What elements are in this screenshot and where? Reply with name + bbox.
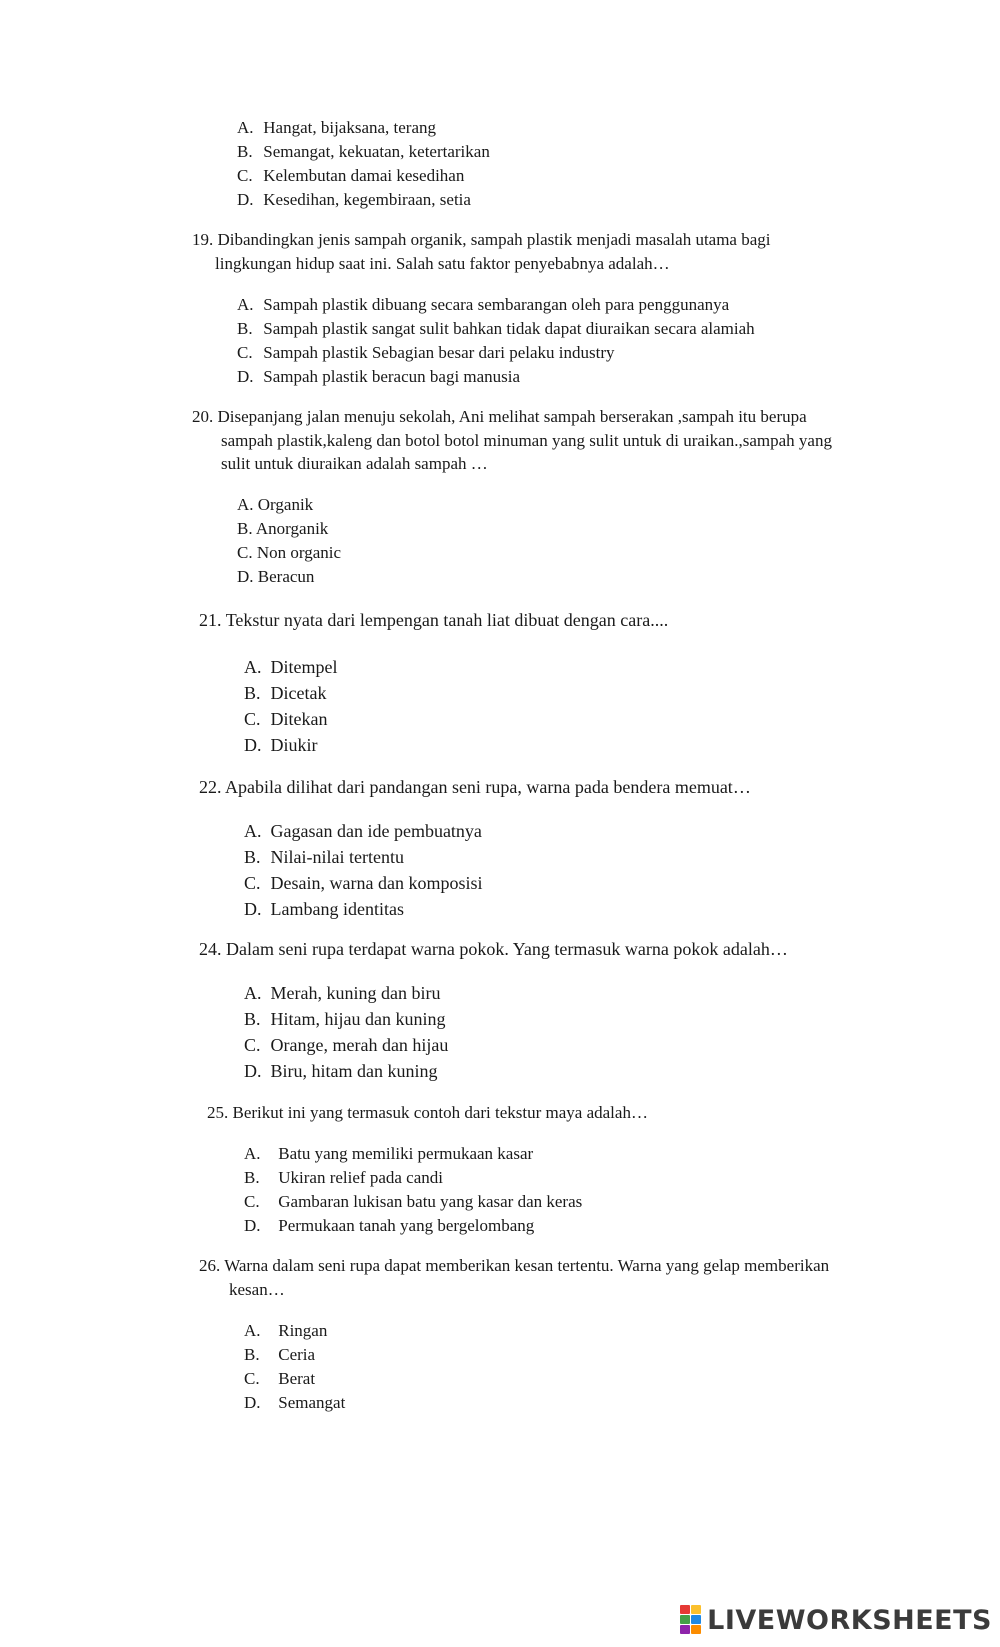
option-text: Biru, hitam dan kuning <box>270 1061 438 1081</box>
option-letter: C. <box>237 343 253 362</box>
option-letter: A. <box>244 821 262 841</box>
question-19 <box>192 228 912 275</box>
q25-option-c[interactable] <box>244 1191 582 1213</box>
option-text: Ringan <box>278 1321 328 1340</box>
q20-option-b[interactable] <box>237 518 328 540</box>
option-text: Ditempel <box>270 657 338 677</box>
option-text: Kelembutan damai kesedihan <box>263 166 465 185</box>
option-text: Merah, kuning dan biru <box>270 983 441 1003</box>
option-text: Semangat, kekuatan, ketertarikan <box>263 142 490 161</box>
option-letter: A. <box>244 657 262 677</box>
q26-option-c[interactable] <box>244 1368 315 1390</box>
option-text: Permukaan tanah yang bergelombang <box>278 1216 535 1235</box>
option-text: Ditekan <box>270 709 328 729</box>
option-letter: C. <box>244 1369 260 1388</box>
option-letter: A. <box>244 1321 261 1340</box>
option-letter: B. <box>237 319 253 338</box>
option-text: Dicetak <box>270 683 327 703</box>
q20-option-a[interactable] <box>237 494 313 516</box>
option-text: Batu yang memiliki permukaan kasar <box>278 1144 534 1163</box>
option-letter: C. <box>244 873 261 893</box>
option-letter: C. <box>237 543 253 562</box>
q18-option-d[interactable] <box>237 189 471 211</box>
option-text: Berat <box>278 1369 316 1388</box>
q24-option-d[interactable] <box>244 1060 437 1082</box>
logo-block <box>691 1615 701 1624</box>
option-text: Sampah plastik sangat sulit bahkan tidak dapat diuraikan secara alamiah <box>263 319 755 338</box>
logo-block <box>680 1605 690 1614</box>
question-text-line3: sulit untuk diuraikan adalah sampah … <box>221 454 488 473</box>
liveworksheets-brand[interactable] <box>680 1603 992 1637</box>
question-20 <box>192 405 912 476</box>
option-letter: A. <box>237 295 254 314</box>
option-text: Gambaran lukisan batu yang kasar dan keras <box>278 1192 583 1211</box>
q25-option-d[interactable] <box>244 1215 534 1237</box>
question-24 <box>199 938 959 962</box>
option-text: Lambang identitas <box>270 899 404 919</box>
q22-option-b[interactable] <box>244 846 404 868</box>
question-number: 22. <box>199 777 222 797</box>
q21-option-c[interactable] <box>244 708 327 730</box>
option-letter: A. <box>244 1144 261 1163</box>
option-letter: A. <box>237 495 254 514</box>
q21-option-b[interactable] <box>244 682 326 704</box>
option-letter: C. <box>244 1035 261 1055</box>
option-letter: D. <box>237 367 254 386</box>
option-letter: C. <box>237 166 253 185</box>
q19-option-a[interactable] <box>237 294 729 316</box>
option-letter: A. <box>244 983 262 1003</box>
q26-option-b[interactable] <box>244 1344 315 1366</box>
q26-option-a[interactable] <box>244 1320 327 1342</box>
option-letter: D. <box>244 735 262 755</box>
option-text: Sampah plastik Sebagian besar dari pelaku industry <box>263 343 615 362</box>
option-text: Sampah plastik beracun bagi manusia <box>263 367 521 386</box>
option-text: Orange, merah dan hijau <box>270 1035 449 1055</box>
option-text: Ukiran relief pada candi <box>278 1168 443 1187</box>
q20-option-c[interactable] <box>237 542 341 564</box>
question-text-line1: Disepanjang jalan menuju sekolah, Ani melihat sampah berserakan ,sampah itu berupa <box>217 407 807 426</box>
question-21 <box>199 609 919 633</box>
question-number: 19. <box>192 230 214 249</box>
question-text: Berikut ini yang termasuk contoh dari tekstur maya adalah… <box>232 1103 648 1122</box>
option-text: Nilai-nilai tertentu <box>270 847 404 867</box>
option-text: Ceria <box>278 1345 316 1364</box>
option-text: Diukir <box>270 735 318 755</box>
option-letter: B. <box>237 519 253 538</box>
option-letter: D. <box>237 567 254 586</box>
option-letter: D. <box>244 899 262 919</box>
q19-option-c[interactable] <box>237 342 615 364</box>
option-letter: A. <box>237 118 254 137</box>
option-text: Semangat <box>278 1393 346 1412</box>
liveworksheets-logo-icon <box>680 1605 702 1635</box>
q24-option-c[interactable] <box>244 1034 448 1056</box>
q24-option-b[interactable] <box>244 1008 445 1030</box>
question-number: 26. <box>199 1256 221 1275</box>
option-text: Organik <box>257 495 314 514</box>
question-text: Tekstur nyata dari lempengan tanah liat dibuat dengan cara.... <box>225 610 669 630</box>
question-text: Apabila dilihat dari pandangan seni rupa, warna pada bendera memuat… <box>225 777 751 797</box>
option-text: Hitam, hijau dan kuning <box>270 1009 446 1029</box>
q19-option-b[interactable] <box>237 318 755 340</box>
option-text: Sampah plastik dibuang secara sembarangan oleh para penggunanya <box>263 295 730 314</box>
option-text: Kesedihan, kegembiraan, setia <box>263 190 471 209</box>
q18-option-c[interactable] <box>237 165 464 187</box>
q26-option-d[interactable] <box>244 1392 345 1414</box>
question-text-line2: sampah plastik,kaleng dan botol botol minuman yang sulit untuk di uraikan.,sampah yang <box>221 430 832 450</box>
option-text: Hangat, bijaksana, terang <box>263 118 437 137</box>
question-number: 21. <box>199 610 222 630</box>
option-letter: D. <box>244 1216 261 1235</box>
q22-option-c[interactable] <box>244 872 482 894</box>
q19-option-d[interactable] <box>237 366 520 388</box>
q21-option-a[interactable] <box>244 656 337 678</box>
option-letter: C. <box>244 1192 260 1211</box>
option-letter: D. <box>244 1061 262 1081</box>
option-text: Anorganik <box>255 519 329 538</box>
question-number: 20. <box>192 407 214 426</box>
option-letter: B. <box>244 683 261 703</box>
option-letter: B. <box>237 142 253 161</box>
logo-block <box>680 1625 690 1634</box>
logo-block <box>691 1625 701 1634</box>
question-number: 24. <box>199 939 222 959</box>
question-22 <box>199 776 919 800</box>
option-letter: D. <box>244 1393 261 1412</box>
option-letter: B. <box>244 847 261 867</box>
option-letter: B. <box>244 1345 260 1364</box>
option-text: Desain, warna dan komposisi <box>270 873 483 893</box>
q24-option-a[interactable] <box>244 982 440 1004</box>
question-number: 25. <box>207 1103 229 1122</box>
q25-option-a[interactable] <box>244 1143 533 1165</box>
question-text-line1: Warna dalam seni rupa dapat memberikan kesan tertentu. Warna yang gelap memberikan <box>224 1256 830 1275</box>
option-letter: B. <box>244 1168 260 1187</box>
option-letter: B. <box>244 1009 261 1029</box>
question-26 <box>199 1254 919 1301</box>
logo-block <box>680 1615 690 1624</box>
question-25 <box>207 1101 927 1125</box>
q20-option-d[interactable] <box>237 566 314 588</box>
logo-block <box>691 1605 701 1614</box>
option-text: Gagasan dan ide pembuatnya <box>270 821 482 841</box>
option-text: Non organic <box>256 543 342 562</box>
q18-option-a[interactable] <box>237 117 436 139</box>
brand-name: LIVEWORKSHEETS <box>707 1604 992 1636</box>
q21-option-d[interactable] <box>244 734 318 756</box>
q25-option-b[interactable] <box>244 1167 443 1189</box>
q18-option-b[interactable] <box>237 141 490 163</box>
option-text: Beracun <box>257 567 315 586</box>
q22-option-d[interactable] <box>244 898 404 920</box>
option-letter: C. <box>244 709 261 729</box>
question-text-line2: kesan… <box>229 1279 285 1299</box>
question-text-line2: lingkungan hidup saat ini. Salah satu faktor penyebabnya adalah… <box>215 253 670 273</box>
question-text-line1: Dibandingkan jenis sampah organik, sampah plastik menjadi masalah utama bagi <box>217 230 771 249</box>
q22-option-a[interactable] <box>244 820 482 842</box>
question-text: Dalam seni rupa terdapat warna pokok. Yang termasuk warna pokok adalah… <box>226 939 788 959</box>
option-letter: D. <box>237 190 254 209</box>
